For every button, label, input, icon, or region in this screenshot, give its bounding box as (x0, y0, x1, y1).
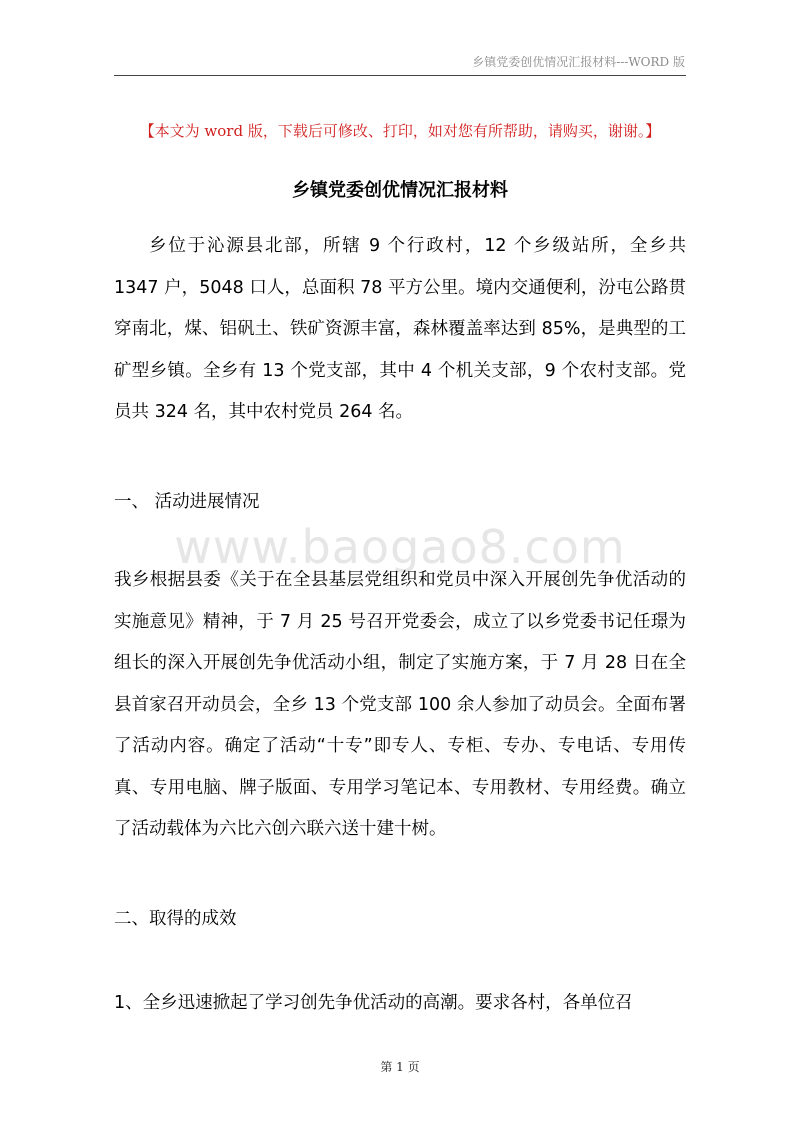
watermark: www.baogao8.com (174, 520, 626, 574)
section1-paragraph: 我乡根据县委《关于在全县基层党组织和党员中深入开展创先争优活动的实施意见》精神，于 7 月 25 号召开党委会，成立了以乡党委书记任璟为组长的深入开展创先争优活动小组，制定了实施方案，于 7 月 28 日在全县首家召开动员会，全乡 13 个党支部 100 余人参加了动员会。全面布署了活动内容。确定了活动“十专”即专人、专柜、专办、专电话、专用传真、专用电脑、牌子版面、专用学习笔记本、专用教材、专用经费。确立了活动载体为六比六创六联六送十建十树。 (114, 570, 686, 839)
page-number: 第 1 页 (380, 1060, 420, 1074)
running-header: 乡镇党委创优情况汇报材料---WORD 版 (472, 55, 685, 69)
section-heading-2: 二、取得的成效 (114, 909, 237, 929)
section2-item-1: 1、全乡迅速掀起了学习创先争优活动的高潮。要求各村，各单位召 (114, 993, 633, 1013)
section-heading-1: 一、 活动进展情况 (114, 492, 260, 512)
document-title: 乡镇党委创优情况汇报材料 (292, 180, 508, 201)
header-divider (114, 75, 686, 76)
purchase-notice: 【本文为 word 版，下载后可修改、打印，如对您有所帮助，请购买，谢谢。】 (139, 122, 661, 140)
intro-paragraph: 乡位于沁源县北部，所辖 9 个行政村，12 个乡级站所，全乡共 1347 户，5048 口人，总面积 78 平方公里。境内交通便利，汾屯公路贯穿南北，煤、铝矾土、铁矿资源丰富，森林覆盖率达到 85%，是典型的工矿型乡镇。全乡有 13 个党支部，其中 4 个机关支部，9 个农村支部。党员共 324 名，其中农村党员 264 名。 (114, 236, 686, 422)
